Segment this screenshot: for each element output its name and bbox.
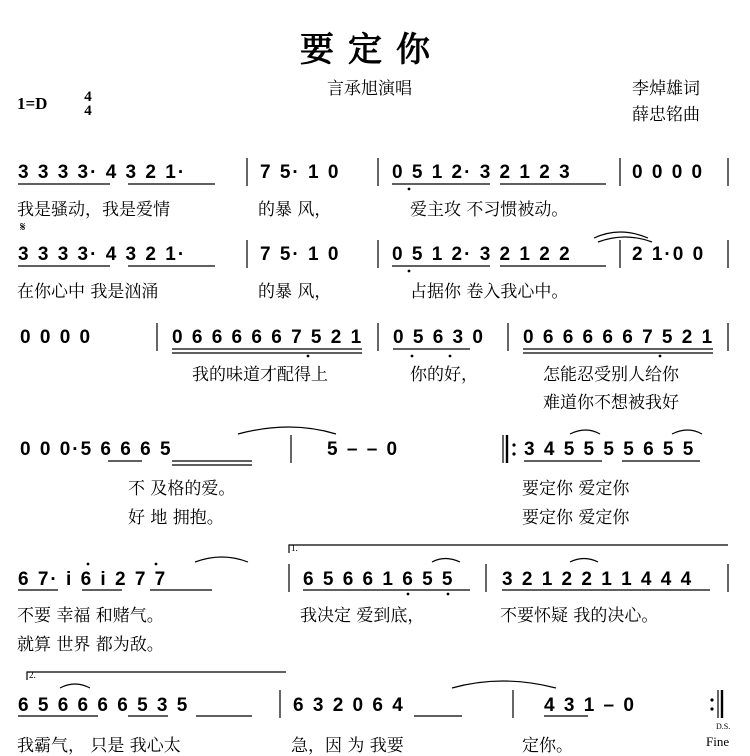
octave-dot xyxy=(449,355,452,358)
row5-lyric-c: 不要怀疑 我的决心。 xyxy=(500,606,659,626)
row1-measure2-notes: 7 5· 1 0 xyxy=(260,162,341,183)
tie xyxy=(195,557,248,562)
row1-lyric-a: 我是骚动，我是爱情 xyxy=(17,200,170,220)
tie xyxy=(238,427,336,434)
row1-lyric-c: 爱主攻 不习惯被动。 xyxy=(410,200,569,220)
row4-lyric-a: 不 及格的爱。 xyxy=(128,479,236,499)
row6-measure2-notes: 6 3 2 0 6 4 xyxy=(293,695,405,716)
row5-measure3-notes: 3 2 1 2 2 1 1 4 4 4 xyxy=(502,569,694,590)
row5-lyric-b: 我决定 爱到底， xyxy=(300,606,425,626)
second-ending-bracket xyxy=(27,672,286,680)
row5-lyric-verse2: 就算 世界 都为敌。 xyxy=(17,635,164,655)
first-ending-label: 1. xyxy=(291,543,298,553)
row3-measure4-notes: 0 6 6 6 6 6 7 5 2 1 xyxy=(523,327,715,348)
tie xyxy=(570,430,600,434)
tie xyxy=(432,559,460,563)
row6-lyric-a: 我霸气， 只是 我心太 xyxy=(17,736,181,756)
row6-lyric-c: 定你。 xyxy=(522,736,573,756)
row4-measure2-notes: 5 – – 0 xyxy=(327,439,400,460)
row5-measure2-notes: 6 5 6 6 1 6 5 5 xyxy=(303,569,455,590)
octave-dot xyxy=(307,355,310,358)
song-title: 要定你 xyxy=(300,30,444,70)
octave-dot xyxy=(447,593,450,596)
row1-measure4-notes: 0 0 0 0 xyxy=(632,162,705,183)
second-ending-label: 2. xyxy=(29,670,36,680)
octave-dot xyxy=(408,270,411,273)
repeat-dot xyxy=(512,443,515,446)
row5-lyric-a: 不要 幸福 和赌气。 xyxy=(17,606,164,626)
octave-dot xyxy=(411,355,414,358)
octave-dot xyxy=(155,563,158,566)
ds-marking: D.S. xyxy=(716,722,731,731)
row2-lyric-a: 在你心中 我是汹涌 xyxy=(17,282,159,302)
row2-lyric-c: 占据你 卷入我心中。 xyxy=(410,282,569,302)
repeat-dot xyxy=(710,707,713,710)
row2-measure2-notes: 7 5· 1 0 xyxy=(260,244,341,265)
tie xyxy=(60,684,90,688)
tie xyxy=(598,237,652,242)
row1-measure3-notes: 0 5 1 2· 3 2 1 2 3 xyxy=(392,162,572,183)
row2-measure4-notes: 2 1·0 0 xyxy=(632,244,706,265)
row3-measure3-notes: 0 5 6 3 0 xyxy=(393,327,485,348)
time-signature-bottom: 4 xyxy=(84,103,92,119)
row4-lyric-b: 要定你 爱定你 xyxy=(522,479,630,499)
row3-lyric-b: 你的好， xyxy=(410,365,478,385)
row3-lyric-verse2: 难道你不想被我好 xyxy=(543,393,679,413)
time-signature-top: 4 xyxy=(84,89,92,105)
octave-dot xyxy=(408,188,411,191)
row6-lyric-b: 急，因 为 我要 xyxy=(291,736,404,756)
octave-dot xyxy=(659,355,662,358)
key-signature: 1=D xyxy=(17,94,48,113)
repeat-dot xyxy=(710,698,713,701)
lyricist-credit: 李焯雄词 xyxy=(632,79,700,99)
tie xyxy=(570,559,598,563)
row1-measure1-notes: 3 3 3 3· 4 3 2 1· xyxy=(18,162,187,183)
repeat-dot xyxy=(512,452,515,455)
row4-lyric-verse2-a: 好 地 拥抱。 xyxy=(128,508,224,528)
row3-lyric-a: 我的味道才配得上 xyxy=(192,365,328,385)
row3-measure2-notes: 0 6 6 6 6 6 7 5 2 1 xyxy=(172,327,364,348)
first-ending-bracket xyxy=(289,545,728,553)
row4-measure3-notes: 3 4 5 5 5 5 6 5 5 xyxy=(524,439,696,460)
tie xyxy=(672,430,702,434)
row2-measure1-notes: 3 3 3 3· 4 3 2 1· xyxy=(18,244,187,265)
tie xyxy=(452,681,556,688)
fine-marking: Fine xyxy=(706,734,730,749)
row4-measure1-notes: 0 0 0·5 6 6 6 5 xyxy=(20,439,173,460)
row5-measure1-notes: 6 7· i 6 i 2 7 7 xyxy=(18,569,168,590)
row2-measure3-notes: 0 5 1 2· 3 2 1 2 2 xyxy=(392,244,572,265)
row6-measure3-notes: 4 3 1 – 0 xyxy=(544,695,636,716)
row3-lyric-c: 怎能忍受别人给你 xyxy=(543,365,679,385)
row1-lyric-b: 的暴 风， xyxy=(258,200,332,220)
octave-dot xyxy=(407,593,410,596)
row3-measure1-notes: 0 0 0 0 xyxy=(20,327,93,348)
composer-credit: 薛忠铭曲 xyxy=(632,105,700,125)
octave-dot xyxy=(87,563,90,566)
singer-credit: 言承旭演唱 xyxy=(327,79,412,99)
row2-lyric-b: 的暴 风， xyxy=(258,282,332,302)
segno-sign: 𝄋 xyxy=(20,219,26,234)
row6-measure1-notes: 6 5 6 6 6 6 5 3 5 xyxy=(18,695,190,716)
row4-lyric-verse2-b: 要定你 爱定你 xyxy=(522,508,630,528)
